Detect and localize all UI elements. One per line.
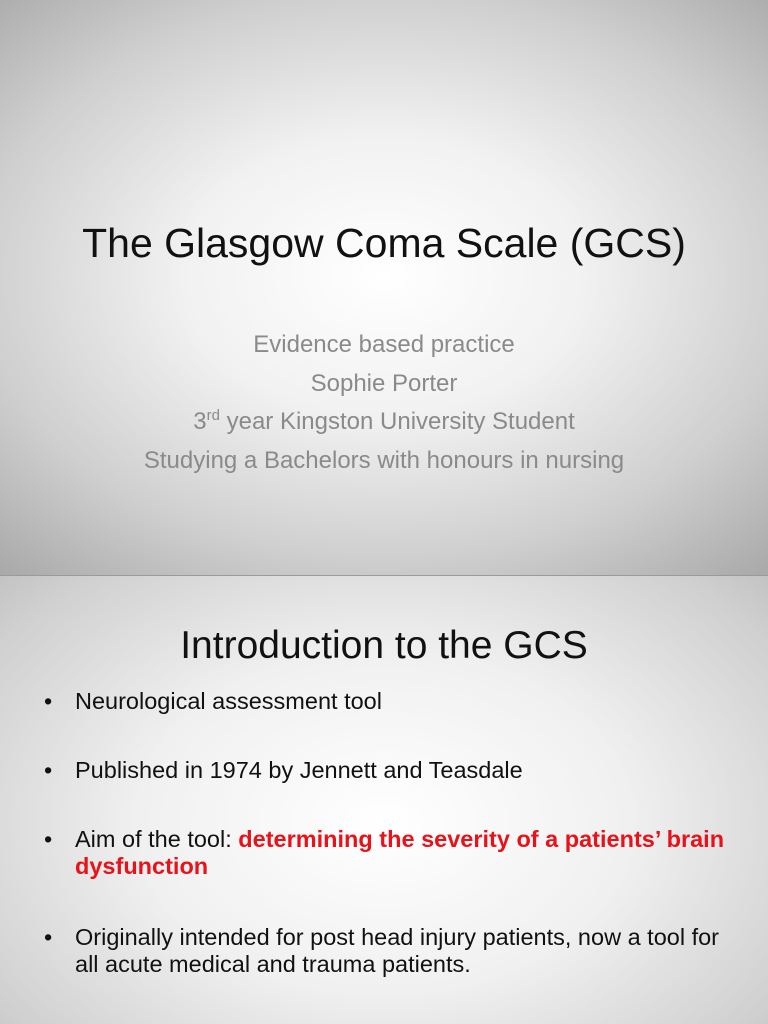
year-description: year Kingston University Student (219, 408, 575, 435)
bullet-dot-icon: • (44, 826, 53, 852)
year-ordinal-suffix: rd (206, 407, 220, 424)
bullet-item (44, 826, 734, 880)
bullet-highlight-text: determining the severity of a patients’ brain dysfunction (75, 826, 725, 879)
slide-1-title: The Glasgow Coma Scale (GCS) (82, 220, 686, 266)
year-number: 3 (193, 408, 207, 435)
subtitle-line-degree: Studying a Bachelors with honours in nursing (143, 446, 625, 474)
bullet-text-prefix: Aim of the tool: (75, 826, 239, 852)
slide-2 (0, 576, 768, 1024)
bullet-dot-icon: • (44, 924, 53, 950)
subtitle-line-practice: Evidence based practice (253, 331, 515, 358)
subtitle-line-year (0, 403, 768, 442)
slide-1-subtitle (0, 326, 768, 480)
bullet-item (44, 757, 734, 784)
bullet-item (44, 688, 734, 715)
slide-2-title: Introduction to the GCS (180, 624, 588, 667)
subtitle-line-author: Sophie Porter (310, 369, 458, 397)
bullet-dot-icon: • (44, 757, 53, 783)
bullet-item (44, 924, 734, 978)
bullet-text: Originally intended for post head injury patients, now a tool for all acute medical and trauma patients. (75, 924, 720, 977)
bullet-list (44, 688, 734, 978)
bullet-text: Neurological assessment tool (75, 688, 382, 714)
bullet-dot-icon: • (44, 688, 53, 714)
bullet-text: Published in 1974 by Jennett and Teasdale (75, 757, 523, 783)
